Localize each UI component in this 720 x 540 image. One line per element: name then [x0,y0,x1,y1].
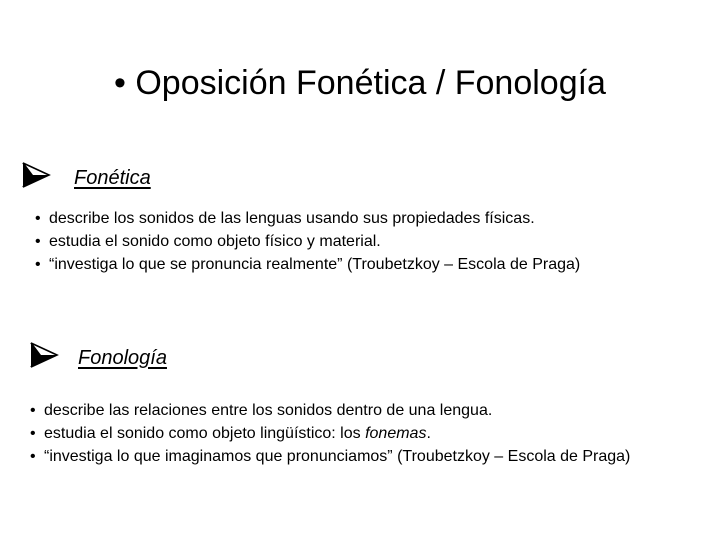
list-item-text: “investiga lo que imaginamos que pronunciamos” (Troubetzkoy – Escola de Praga) [44,448,631,465]
bullet-dot: • [35,210,41,227]
slide-title: • Oposición Fonética / Fonología [114,64,606,102]
list-item-text: “investiga lo que se pronuncia realmente” (Troubetzkoy – Escola de Praga) [49,256,581,273]
term-emphasis: fonemas [365,425,427,442]
list-item-text-before: estudia el sonido como objeto lingüístico: los [44,425,366,442]
section-heading-label: Fonética [74,167,151,189]
list-item-text: estudia el sonido como objeto físico y material. [49,233,381,250]
arrowhead-bullet-icon [29,340,59,370]
bullet-dot: • [35,256,41,273]
list-item-text: describe las relaciones entre los sonidos dentro de una lengua. [44,402,493,419]
bullet-dot: • [30,448,36,465]
bullet-dot: • [35,233,41,250]
section-heading-label: Fonología [78,347,167,369]
bullet-dot: • [30,425,36,442]
fonologia-bullet-list [30,399,630,468]
list-item-text-after: . [426,425,431,442]
list-item [35,207,580,230]
arrowhead-bullet-icon [21,160,51,190]
list-item [30,422,630,445]
list-item [30,445,630,468]
list-item-text: describe los sonidos de las lenguas usando sus propiedades físicas. [49,210,535,227]
bullet-dot: • [30,402,36,419]
section-heading-fonetica [21,160,151,190]
fonetica-bullet-list [35,207,580,276]
section-heading-fonologia [29,340,167,370]
list-item [30,399,630,422]
list-item [35,253,580,276]
list-item [35,230,580,253]
